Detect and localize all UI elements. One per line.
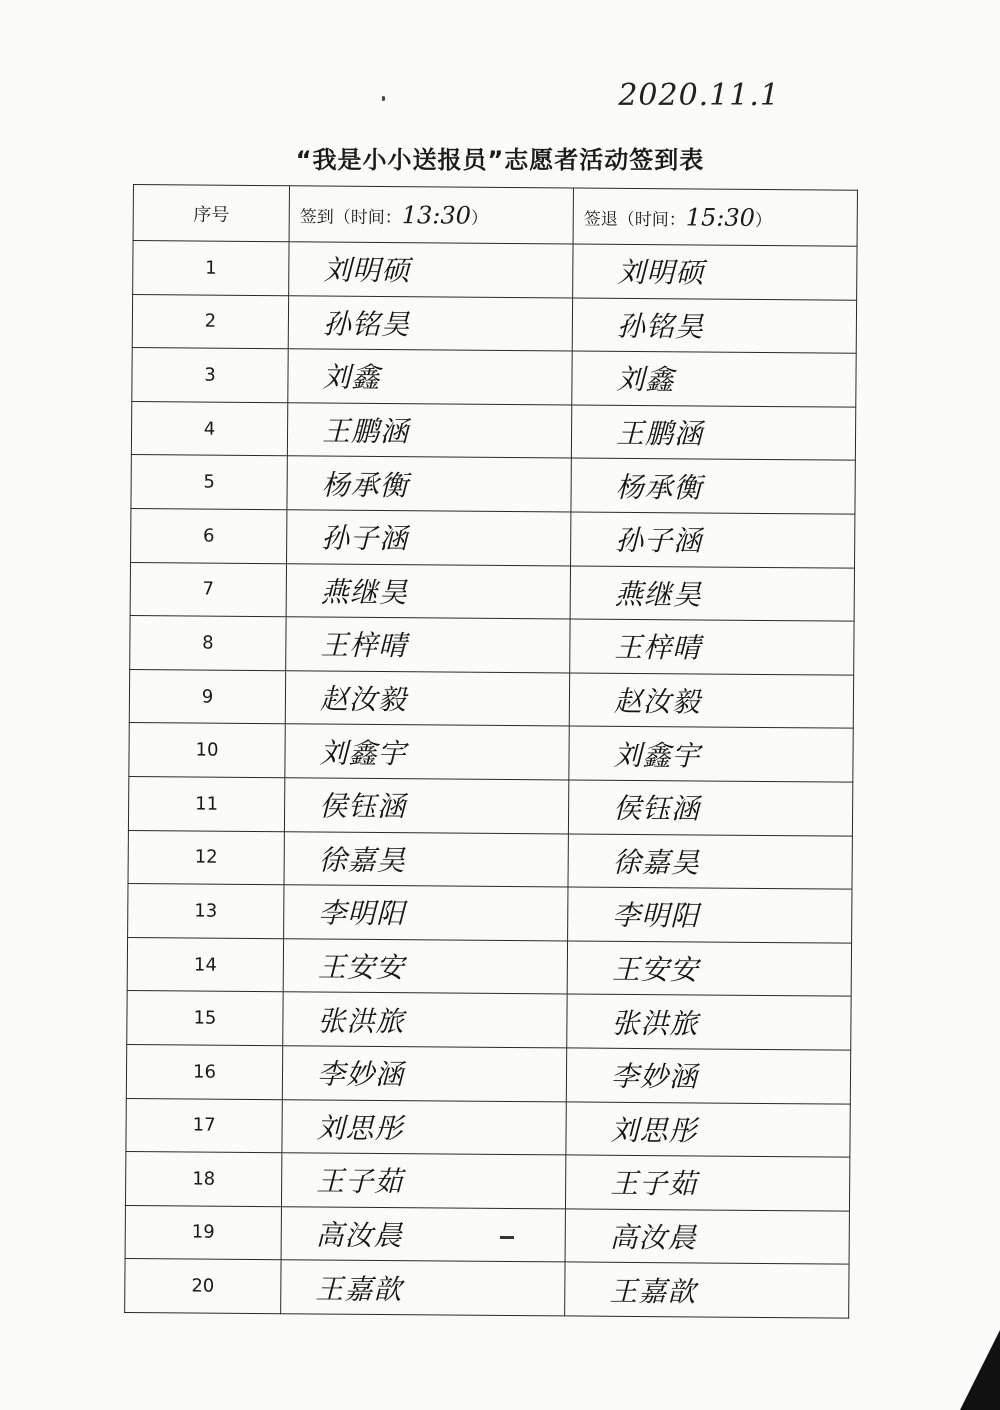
row-number: 16 <box>126 1044 282 1099</box>
signin-signature: 王安安 <box>283 938 567 994</box>
signout-signature: 孙子涵 <box>571 512 855 568</box>
table-row <box>132 294 856 353</box>
table-row <box>129 669 853 728</box>
row-number: 9 <box>129 669 285 724</box>
table-row <box>131 455 855 514</box>
signin-signature: 刘明硕 <box>289 242 573 298</box>
signin-signature: 李明阳 <box>284 885 568 941</box>
signin-signature: 刘思彤 <box>282 1099 566 1155</box>
table-row <box>127 937 851 996</box>
table-row <box>128 830 852 889</box>
signout-signature: 王子茹 <box>565 1155 849 1211</box>
signout-signature: 张洪旅 <box>567 994 851 1050</box>
header-signin-label: 签到（时间： <box>299 206 402 228</box>
signin-signature: 孙子涵 <box>287 510 571 566</box>
ink-mark <box>500 1236 514 1239</box>
signin-signature: 侯钰涵 <box>284 778 568 834</box>
handwritten-date: 2020.11.1 <box>618 78 780 113</box>
row-number: 2 <box>132 294 288 349</box>
header-signout-time: 15:30 <box>685 202 756 232</box>
signout-signature: 燕继昊 <box>570 566 854 622</box>
row-number: 15 <box>127 991 283 1046</box>
signin-sheet <box>124 184 858 1319</box>
header-row <box>133 185 857 247</box>
table-row <box>131 401 855 460</box>
signout-signature: 李妙涵 <box>566 1048 850 1104</box>
row-number: 10 <box>129 723 285 778</box>
table-row <box>127 991 851 1050</box>
row-number: 1 <box>133 241 289 296</box>
signout-signature: 孙铭昊 <box>572 298 856 354</box>
row-number: 5 <box>131 455 287 510</box>
signin-signature: 王子茹 <box>281 1153 565 1209</box>
row-number: 19 <box>125 1205 281 1260</box>
ink-speck <box>382 96 385 101</box>
table-row <box>132 348 856 407</box>
signin-signature: 杨承衡 <box>287 456 571 512</box>
row-number: 13 <box>128 884 284 939</box>
table-row <box>128 884 852 943</box>
page-corner-shadow <box>960 1330 1000 1410</box>
signin-signature: 高汝晨 <box>281 1206 565 1262</box>
header-signin-time: 13:30 <box>401 200 472 230</box>
row-number: 11 <box>128 776 284 831</box>
table-row <box>133 241 857 300</box>
page-title: “我是小小送报员”志愿者活动签到表 <box>295 146 705 174</box>
row-number: 20 <box>125 1259 281 1314</box>
row-number: 7 <box>130 562 286 617</box>
signout-signature: 王安安 <box>567 941 851 997</box>
signout-signature: 王嘉歆 <box>565 1262 849 1318</box>
signout-signature: 赵汝毅 <box>569 673 853 729</box>
signin-signature: 王鹏涵 <box>287 403 571 459</box>
row-number: 8 <box>130 616 286 671</box>
header-seq: 序号 <box>133 185 289 242</box>
row-number: 4 <box>131 401 287 456</box>
row-number: 6 <box>131 508 287 563</box>
header-signout-close: ） <box>754 210 772 231</box>
table-row <box>125 1205 849 1264</box>
signout-signature: 杨承衡 <box>571 458 855 514</box>
signin-signature: 徐嘉昊 <box>284 831 568 887</box>
signin-signature: 刘鑫宇 <box>285 724 569 780</box>
signin-signature: 孙铭昊 <box>288 295 572 351</box>
signout-signature: 刘鑫 <box>572 351 856 407</box>
table-row <box>125 1259 849 1318</box>
table-row <box>130 562 854 621</box>
table-row <box>125 1152 849 1211</box>
row-number: 12 <box>128 830 284 885</box>
signout-signature: 刘鑫宇 <box>569 726 853 782</box>
header-signout <box>573 188 857 246</box>
row-number: 18 <box>125 1152 281 1207</box>
signout-signature: 徐嘉昊 <box>568 833 852 889</box>
signin-signature: 李妙涵 <box>282 1046 566 1102</box>
row-number: 14 <box>127 937 283 992</box>
row-number: 17 <box>126 1098 282 1153</box>
signin-table <box>124 184 858 1319</box>
signout-signature: 王梓晴 <box>570 619 854 675</box>
signout-signature: 刘思彤 <box>566 1101 850 1157</box>
table-row <box>129 723 853 782</box>
signin-signature: 燕继昊 <box>286 563 570 619</box>
header-signout-label: 签退（时间： <box>583 209 686 230</box>
signout-signature: 王鹏涵 <box>571 405 855 461</box>
signin-signature: 赵汝毅 <box>285 670 569 726</box>
signin-signature: 王梓晴 <box>286 617 570 673</box>
table-body <box>125 241 857 1319</box>
signout-signature: 高汝晨 <box>565 1209 849 1265</box>
signin-signature: 王嘉歆 <box>281 1260 565 1316</box>
signout-signature: 李明阳 <box>568 887 852 943</box>
table-row <box>130 616 854 675</box>
table-row <box>126 1044 850 1103</box>
table-row <box>131 508 855 567</box>
signout-signature: 刘明硕 <box>573 244 857 300</box>
row-number: 3 <box>132 348 288 403</box>
signout-signature: 侯钰涵 <box>568 780 852 836</box>
header-signin <box>289 186 573 244</box>
header-signin-close: ） <box>470 208 488 229</box>
signin-signature: 刘鑫 <box>288 349 572 405</box>
signin-signature: 张洪旅 <box>283 992 567 1048</box>
table-row <box>128 776 852 835</box>
table-row <box>126 1098 850 1157</box>
